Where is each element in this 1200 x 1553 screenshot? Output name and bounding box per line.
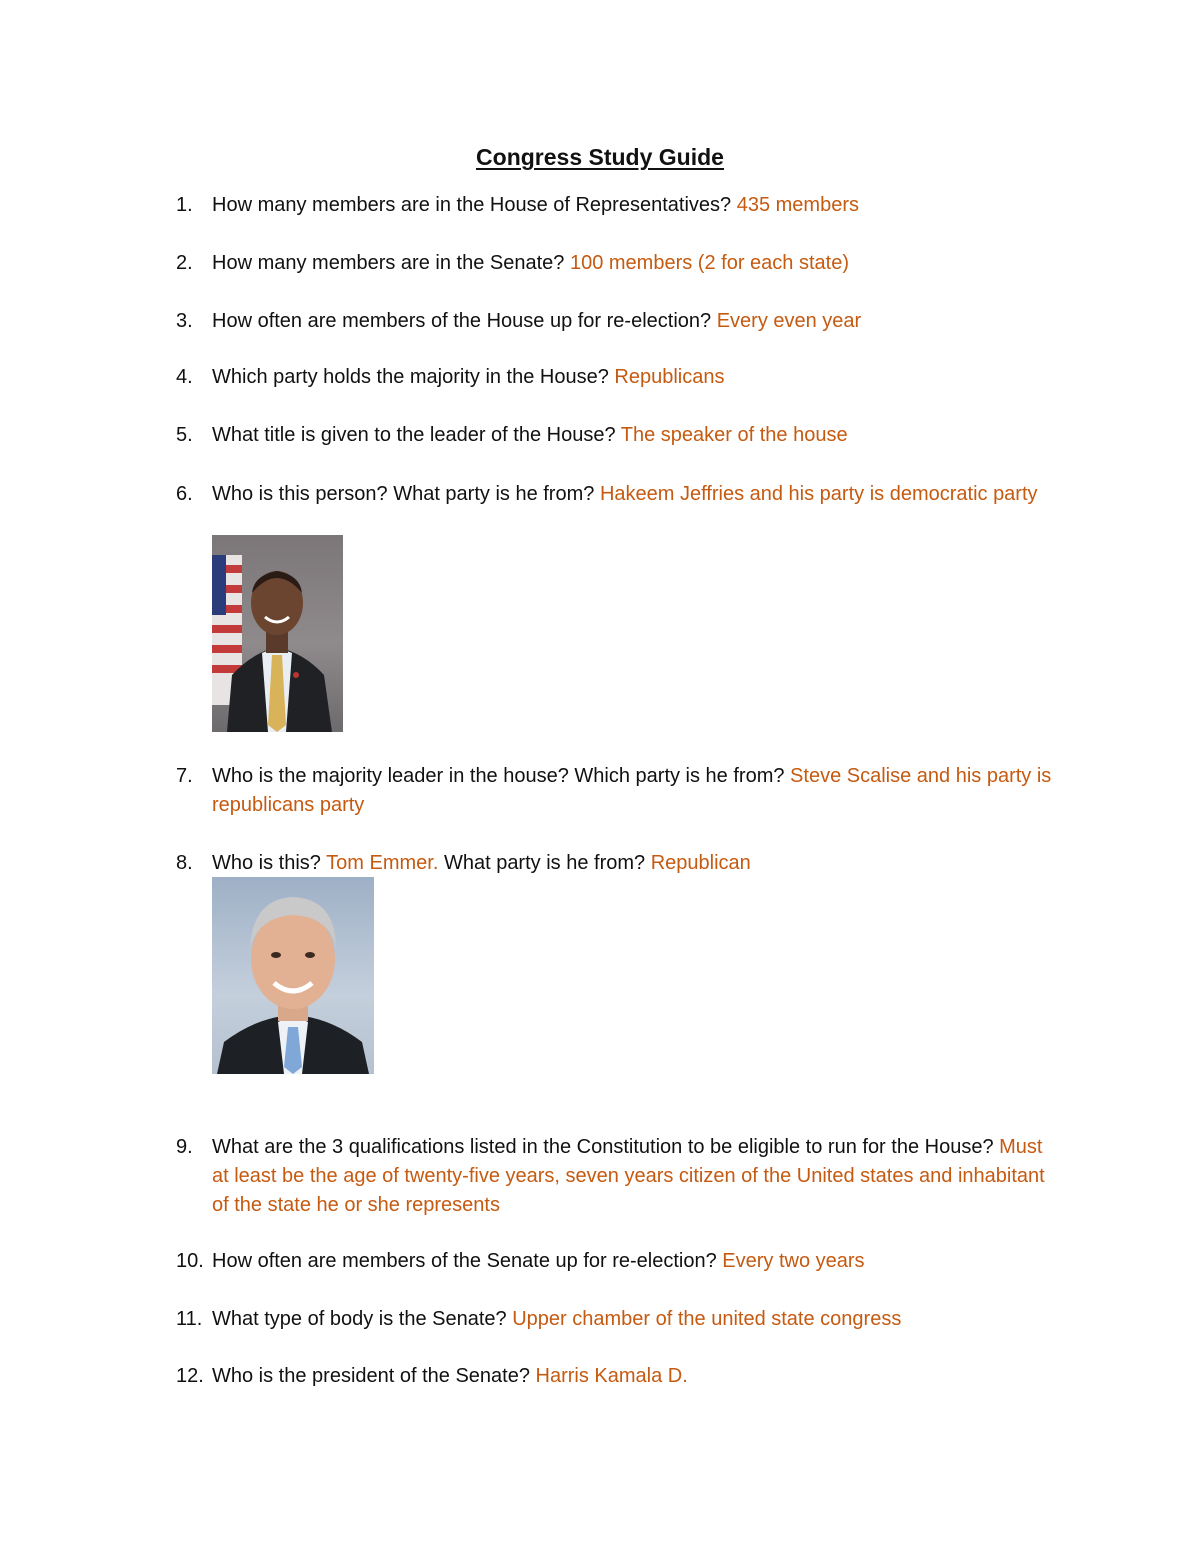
answer-text: Must at least be the age of twenty-five years, seven years citizen of the United states and inhabitant of the state he or she represents bbox=[212, 1136, 1045, 1216]
question-text: How often are members of the House up for re-election? bbox=[212, 310, 712, 332]
answer-text: 100 members (2 for each state) bbox=[569, 252, 849, 274]
answer-text: Republicans bbox=[614, 366, 725, 388]
question-number: 1. bbox=[176, 194, 193, 216]
question-number: 5. bbox=[176, 424, 193, 446]
question-number: 7. bbox=[176, 765, 193, 787]
question-text: What type of body is the Senate? bbox=[212, 1308, 507, 1330]
question-number: 8. bbox=[176, 852, 193, 874]
question-number: 11. bbox=[176, 1308, 203, 1330]
answer-text: The speaker of the house bbox=[620, 424, 848, 446]
question-text: How often are members of the Senate up for re-election? bbox=[212, 1250, 717, 1272]
question-text: How many members are in the Senate? bbox=[212, 252, 565, 274]
question-text: What title is given to the leader of the House? bbox=[212, 424, 616, 446]
question-text: How many members are in the House of Representatives? bbox=[212, 194, 732, 216]
answer-text-2: Republican bbox=[650, 852, 751, 874]
portrait-illustration bbox=[212, 535, 343, 732]
question-text: Who is the majority leader in the house? Which party is he from? bbox=[212, 765, 785, 787]
question-text: Who is this person? What party is he from? bbox=[212, 483, 595, 505]
question-number: 9. bbox=[176, 1136, 193, 1158]
page-title: Congress Study Guide bbox=[476, 144, 724, 170]
question-text: Which party holds the majority in the House? bbox=[212, 366, 609, 388]
question-text: Who is the president of the Senate? bbox=[212, 1365, 530, 1387]
answer-text: Tom Emmer. bbox=[326, 852, 439, 874]
question-text-2: What party is he from? bbox=[443, 852, 646, 874]
answer-text: Hakeem Jeffries and his party is democratic party bbox=[599, 483, 1038, 505]
question-number: 4. bbox=[176, 366, 193, 388]
answer-text: Harris Kamala D. bbox=[535, 1365, 688, 1387]
question-number: 6. bbox=[176, 483, 193, 505]
portrait-photo-2 bbox=[212, 877, 374, 1074]
question-number: 2. bbox=[176, 252, 193, 274]
answer-text: Upper chamber of the united state congress bbox=[512, 1308, 902, 1330]
answer-text: Every even year bbox=[716, 310, 862, 332]
question-number: 12. bbox=[176, 1365, 204, 1387]
question-number: 10. bbox=[176, 1250, 204, 1272]
question-text: Who is this? bbox=[212, 852, 321, 874]
answer-text: Every two years bbox=[722, 1250, 865, 1272]
question-text: What are the 3 qualifications listed in the Constitution to be eligible to run for the House? bbox=[212, 1136, 994, 1158]
question-number: 3. bbox=[176, 310, 193, 332]
answer-text: Steve Scalise and his party is republicans party bbox=[212, 765, 1052, 816]
portrait-photo-1 bbox=[212, 535, 343, 732]
answer-text: 435 members bbox=[736, 194, 859, 216]
portrait-illustration bbox=[212, 877, 374, 1074]
